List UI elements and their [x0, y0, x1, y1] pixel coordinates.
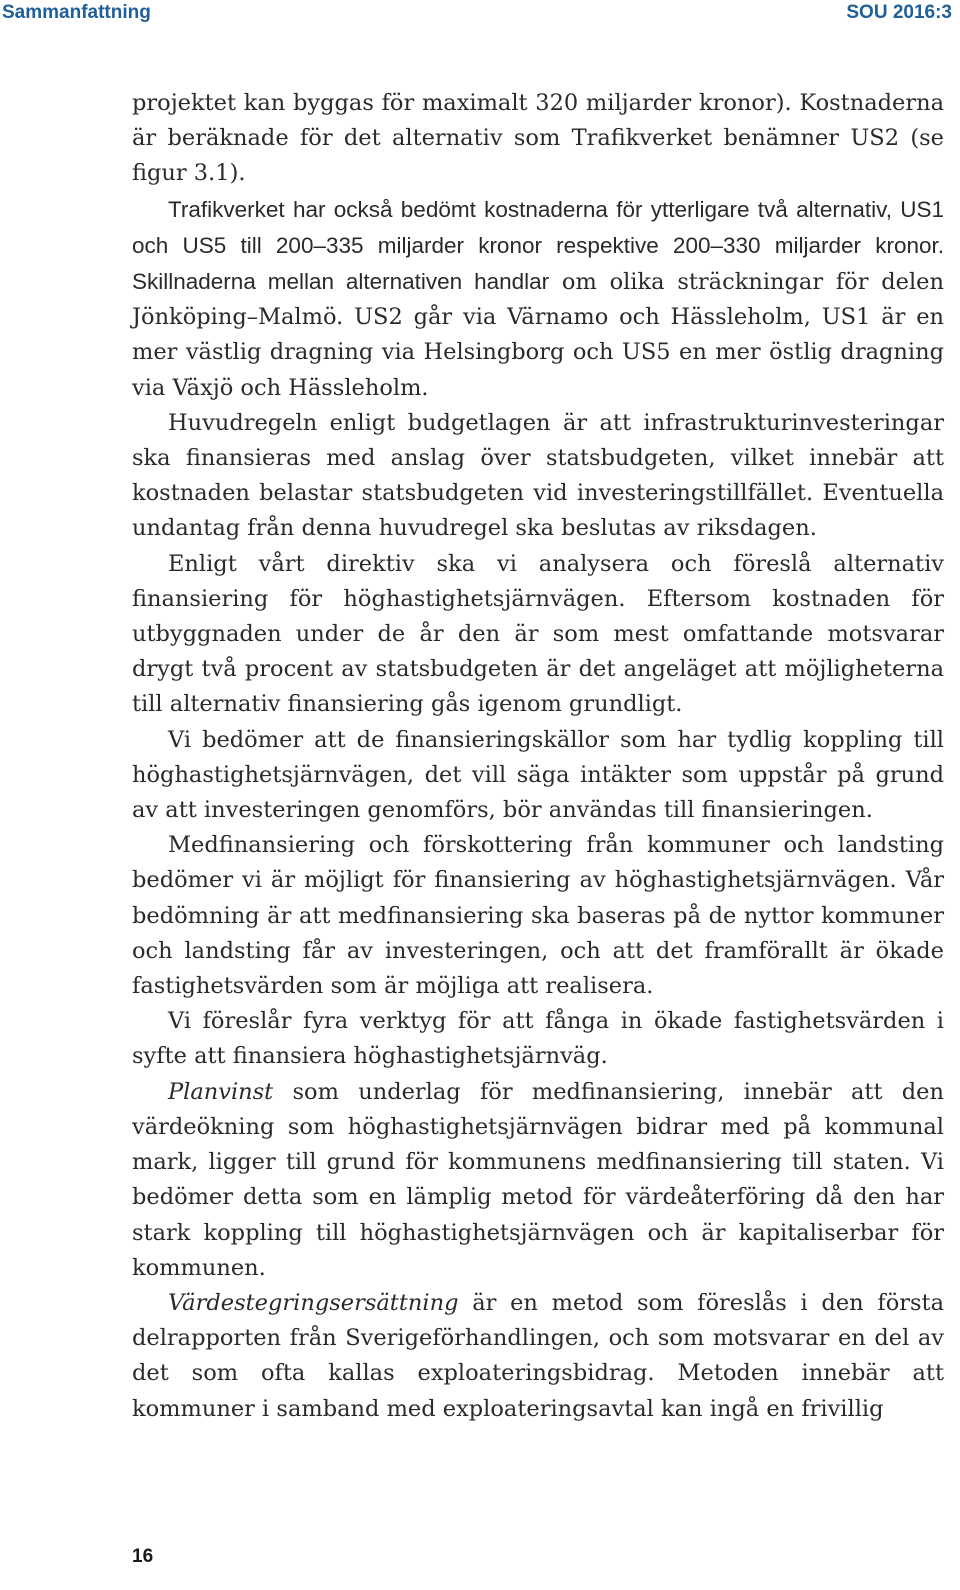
body-text [132, 86, 944, 1427]
paragraph-text: som underlag för medfinansiering, innebär att den värdeökning som höghastighetsjärnvägen bidrar med på kommunal mark, ligger till grund för kommunens medfinansiering till staten. Vi bedömer detta som en lämplig metod för värdeåterföring då den har stark koppling till höghastighetsjärnvägen och är kapitaliserbar för kommunen. [132, 1078, 944, 1281]
paragraph [132, 1286, 944, 1427]
emphasized-term: Värdestegringsersättning [168, 1289, 459, 1316]
paragraph: Medfinansiering och förskottering från kommuner och landsting bedömer vi är möjligt för finansiering av höghastighetsjärnvägen. Vår bedömning är att medfinansiering ska baseras på de nyttor kommuner och landsting får av investeringen, och att det framförallt är ökade fastighetsvärden som är möjliga att realisera. [132, 832, 944, 1000]
section-title: Sammanfattning [2, 2, 151, 23]
paragraph: Vi föreslår fyra verktyg för att fånga in ökade fastighetsvärden i syfte att finansiera höghastighetsjärnväg. [132, 1008, 944, 1070]
paragraph-text-part: om olika sträckningar för delen Jönköping–Malmö. US2 går via Värnamo och Hässleholm, US1 är en mer västlig dragning via Helsingborg och US5 en mer östlig dragning via Växjö och Hässleholm. [132, 269, 944, 401]
paragraph: Huvudregeln enligt budgetlagen är att infrastrukturinvesteringar ska finansieras med anslag över statsbudgeten, vilket innebär att kostnaden belastar statsbudgeten vid investeringstillfället. Eventuella undantag från denna huvudregel ska beslutas av riksdagen. [132, 409, 944, 542]
paragraph: projektet kan byggas för maximalt 320 miljarder kronor). Kostnaderna är beräknade för det alternativ som Trafikverket benämner US2 (se figur 3.1). [132, 90, 944, 187]
paragraph-text: är en metod som föreslås i den första delrapporten från Sverigeförhandlingen, och som motsvarar en del av det som ofta kallas exploateringsbidrag. Metoden innebär att kommuner i samband med exploateringsavtal kan ingå en frivillig [132, 1289, 944, 1422]
paragraph [132, 1075, 944, 1286]
emphasized-term: Planvinst [168, 1078, 274, 1105]
page-number: 16 [132, 1546, 154, 1567]
running-header [0, 0, 960, 26]
paragraph: Enligt vårt direktiv ska vi analysera och föreslå alternativ finansiering för höghastighetsjärnvägen. Eftersom kostnaden för utbyggnaden under de år den är som mest omfattande motsvarar drygt två procent av statsbudgeten är det angeläget att möjligheterna till alternativ finansiering gås igenom grundligt. [132, 550, 944, 718]
report-series: SOU 2016:3 [846, 2, 952, 23]
paragraph: Vi bedömer att de finansieringskällor som har tydlig koppling till höghastighetsjärnvägen, det vill säga intäkter som uppstår på grund av att investeringen genomförs, bör användas till finansieringen. [132, 726, 944, 824]
paragraph [132, 192, 944, 406]
paragraph-text-part: Trafikverket har också bedömt kostnaderna för ytterligare två alternativ, US1 och US5 till 200–335 miljarder kronor respektive 200–330 miljarder kronor. Skillnaderna mellan alternativen handlar [132, 196, 944, 295]
